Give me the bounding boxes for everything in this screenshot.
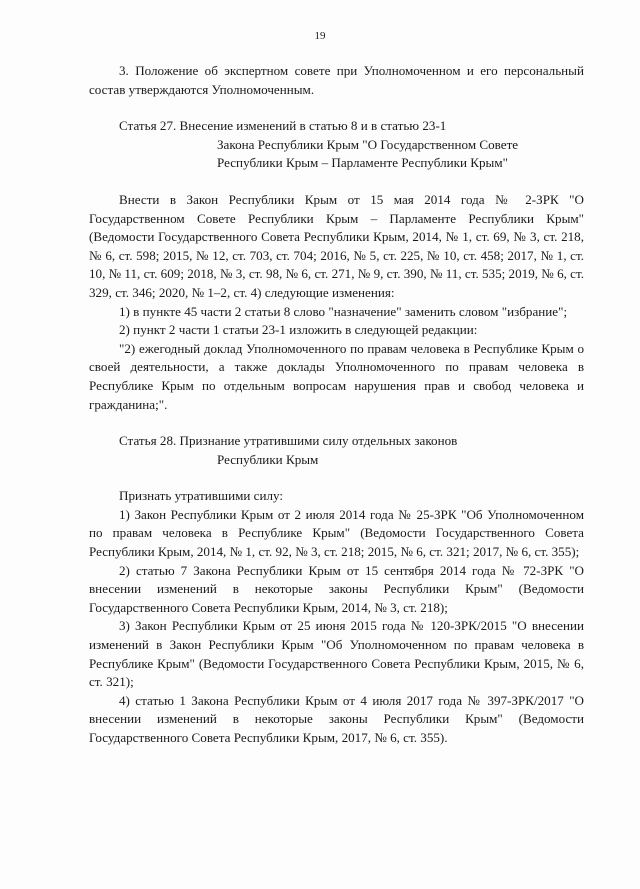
- article-28-heading-line-1: Статья 28. Признание утратившими силу отдельных законов: [119, 433, 458, 449]
- article-28-heading: [89, 432, 584, 469]
- article-28-heading-line-2: Республики Крым: [217, 451, 319, 467]
- article-27-heading: [89, 117, 584, 173]
- document-body: [89, 62, 584, 748]
- article-27-paragraph-4: "2) ежегодный доклад Уполномоченного по правам человека в Республике Крым о своей деятельности, а также доклады Уполномоченного по правам человека в Республике Крым по отдельным вопросам нарушения прав и свобод человека и гражданина;".: [89, 340, 584, 412]
- article-28-paragraph-1: Признать утратившими силу:: [119, 488, 284, 504]
- article-27-paragraph-2: 1) в пункте 45 части 2 статьи 8 слово "назначение" заменить словом "избрание";: [119, 303, 568, 319]
- intro-clause: 3. Положение об экспертном совете при Уполномоченном и его персональный состав утверждаются Уполномоченным.: [89, 63, 584, 97]
- article-28-paragraph-5: 4) статью 1 Закона Республики Крым от 4 июля 2017 года № 397-ЗРК/2017 "О внесении изменений в некоторые законы Республики Крым" (Ведомости Государственного Совета Республики Крым, 2017, № 6, ст. 355).: [89, 692, 584, 745]
- article-28-paragraph-2: 1) Закон Республики Крым от 2 июля 2014 года № 25-ЗРК "Об Уполномоченном по правам человека в Республике Крым" (Ведомости Государственного Совета Республики Крым, 2014, № 1, ст. 92, № 3, ст. 218; 2015, № 6, ст. 321; 2017, № 6, ст. 355);: [89, 506, 584, 560]
- article-28-paragraph-4: 3) Закон Республики Крым от 25 июня 2015 года № 120-ЗРК/2015 "О внесении изменений в Закон Республики Крым "Об Уполномоченном по правам человека в Республике Крым" (Ведомости Государственного Совета Республики Крым, 2015, № 6, ст. 321);: [89, 618, 584, 690]
- article-27-paragraph-3: 2) пункт 2 части 1 статьи 23-1 изложить в следующей редакции:: [119, 322, 478, 338]
- article-27-heading-line-3: Республики Крым – Парламенте Республики Крым": [217, 155, 508, 171]
- article-27-heading-line-1: Статья 27. Внесение изменений в статью 8 и в статью 23-1: [119, 118, 447, 134]
- article-28-paragraph-3: 2) статью 7 Закона Республики Крым от 15 сентября 2014 года № 72-ЗРК "О внесении изменений в некоторые законы Республики Крым" (Ведомости Государственного Совета Республики Крым, 2014, № 3, ст. 218);: [89, 562, 584, 615]
- page-number: 19: [314, 30, 326, 42]
- article-27-paragraph-1: Внести в Закон Республики Крым от 15 мая 2014 года № 2-ЗРК "О Государственном Совете Республики Крым – Парламенте Республики Крым" (Ведомости Государственного Совета Республики Крым, 2014, № 1, ст. 69, № 3, ст. 218, № 6, ст. 598; 2015, № 12, ст. 703, ст. 704; 2016, № 5, ст. 225, № 10, ст. 458; 2017, № 1, ст. 10, № 11, ст. 609; 2018, № 3, ст. 98, № 6, ст. 271, № 9, ст. 390, № 11, ст. 535; 2019, № 6, ст. 329, ст. 346; 2020, № 1–2, ст. 4) следующие изменения:: [89, 191, 584, 300]
- article-27-heading-line-2: Закона Республики Крым "О Государственном Совете: [217, 136, 519, 152]
